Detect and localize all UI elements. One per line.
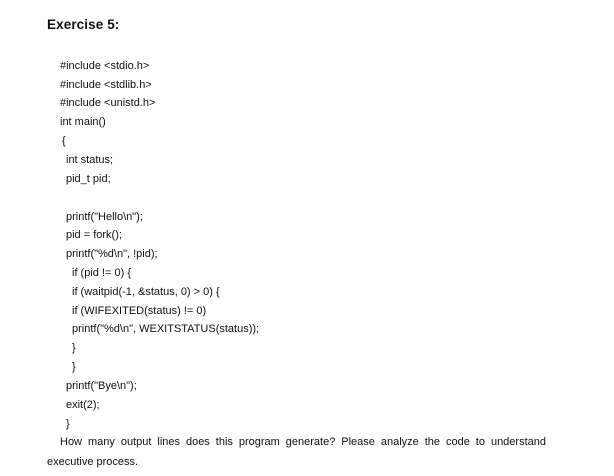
code-line: } [66,418,70,430]
code-line: printf("%d\n", WEXITSTATUS(status)); [72,323,260,335]
code-line: printf("Bye\n"); [66,380,137,392]
code-line: } [72,361,76,373]
code-line: #include <stdlib.h> [60,79,152,91]
code-line: if (pid != 0) { [72,267,132,279]
code-line: } [72,342,76,354]
code-line: #include <stdio.h> [60,60,150,72]
exercise-title: Exercise 5: [47,17,120,32]
code-line: #include <unistd.h> [60,97,156,109]
code-line: pid = fork(); [66,229,122,241]
question-text: How many output lines does this program generate? Please analyze the code to understand [60,436,546,448]
code-line: if (waitpid(-1, &status, 0) > 0) { [72,286,220,298]
code-line: if (WIFEXITED(status) != 0) [72,305,207,317]
code-line: int main() [60,116,106,128]
code-line: int status; [66,154,114,166]
code-line: printf("%d\n", !pid); [66,248,158,260]
code-line: { [62,135,66,147]
code-line: printf("Hello\n"); [66,211,143,223]
code-line: pid_t pid; [66,173,111,185]
question-text-continued: executive process. [47,456,139,468]
code-line: exit(2); [66,399,100,411]
